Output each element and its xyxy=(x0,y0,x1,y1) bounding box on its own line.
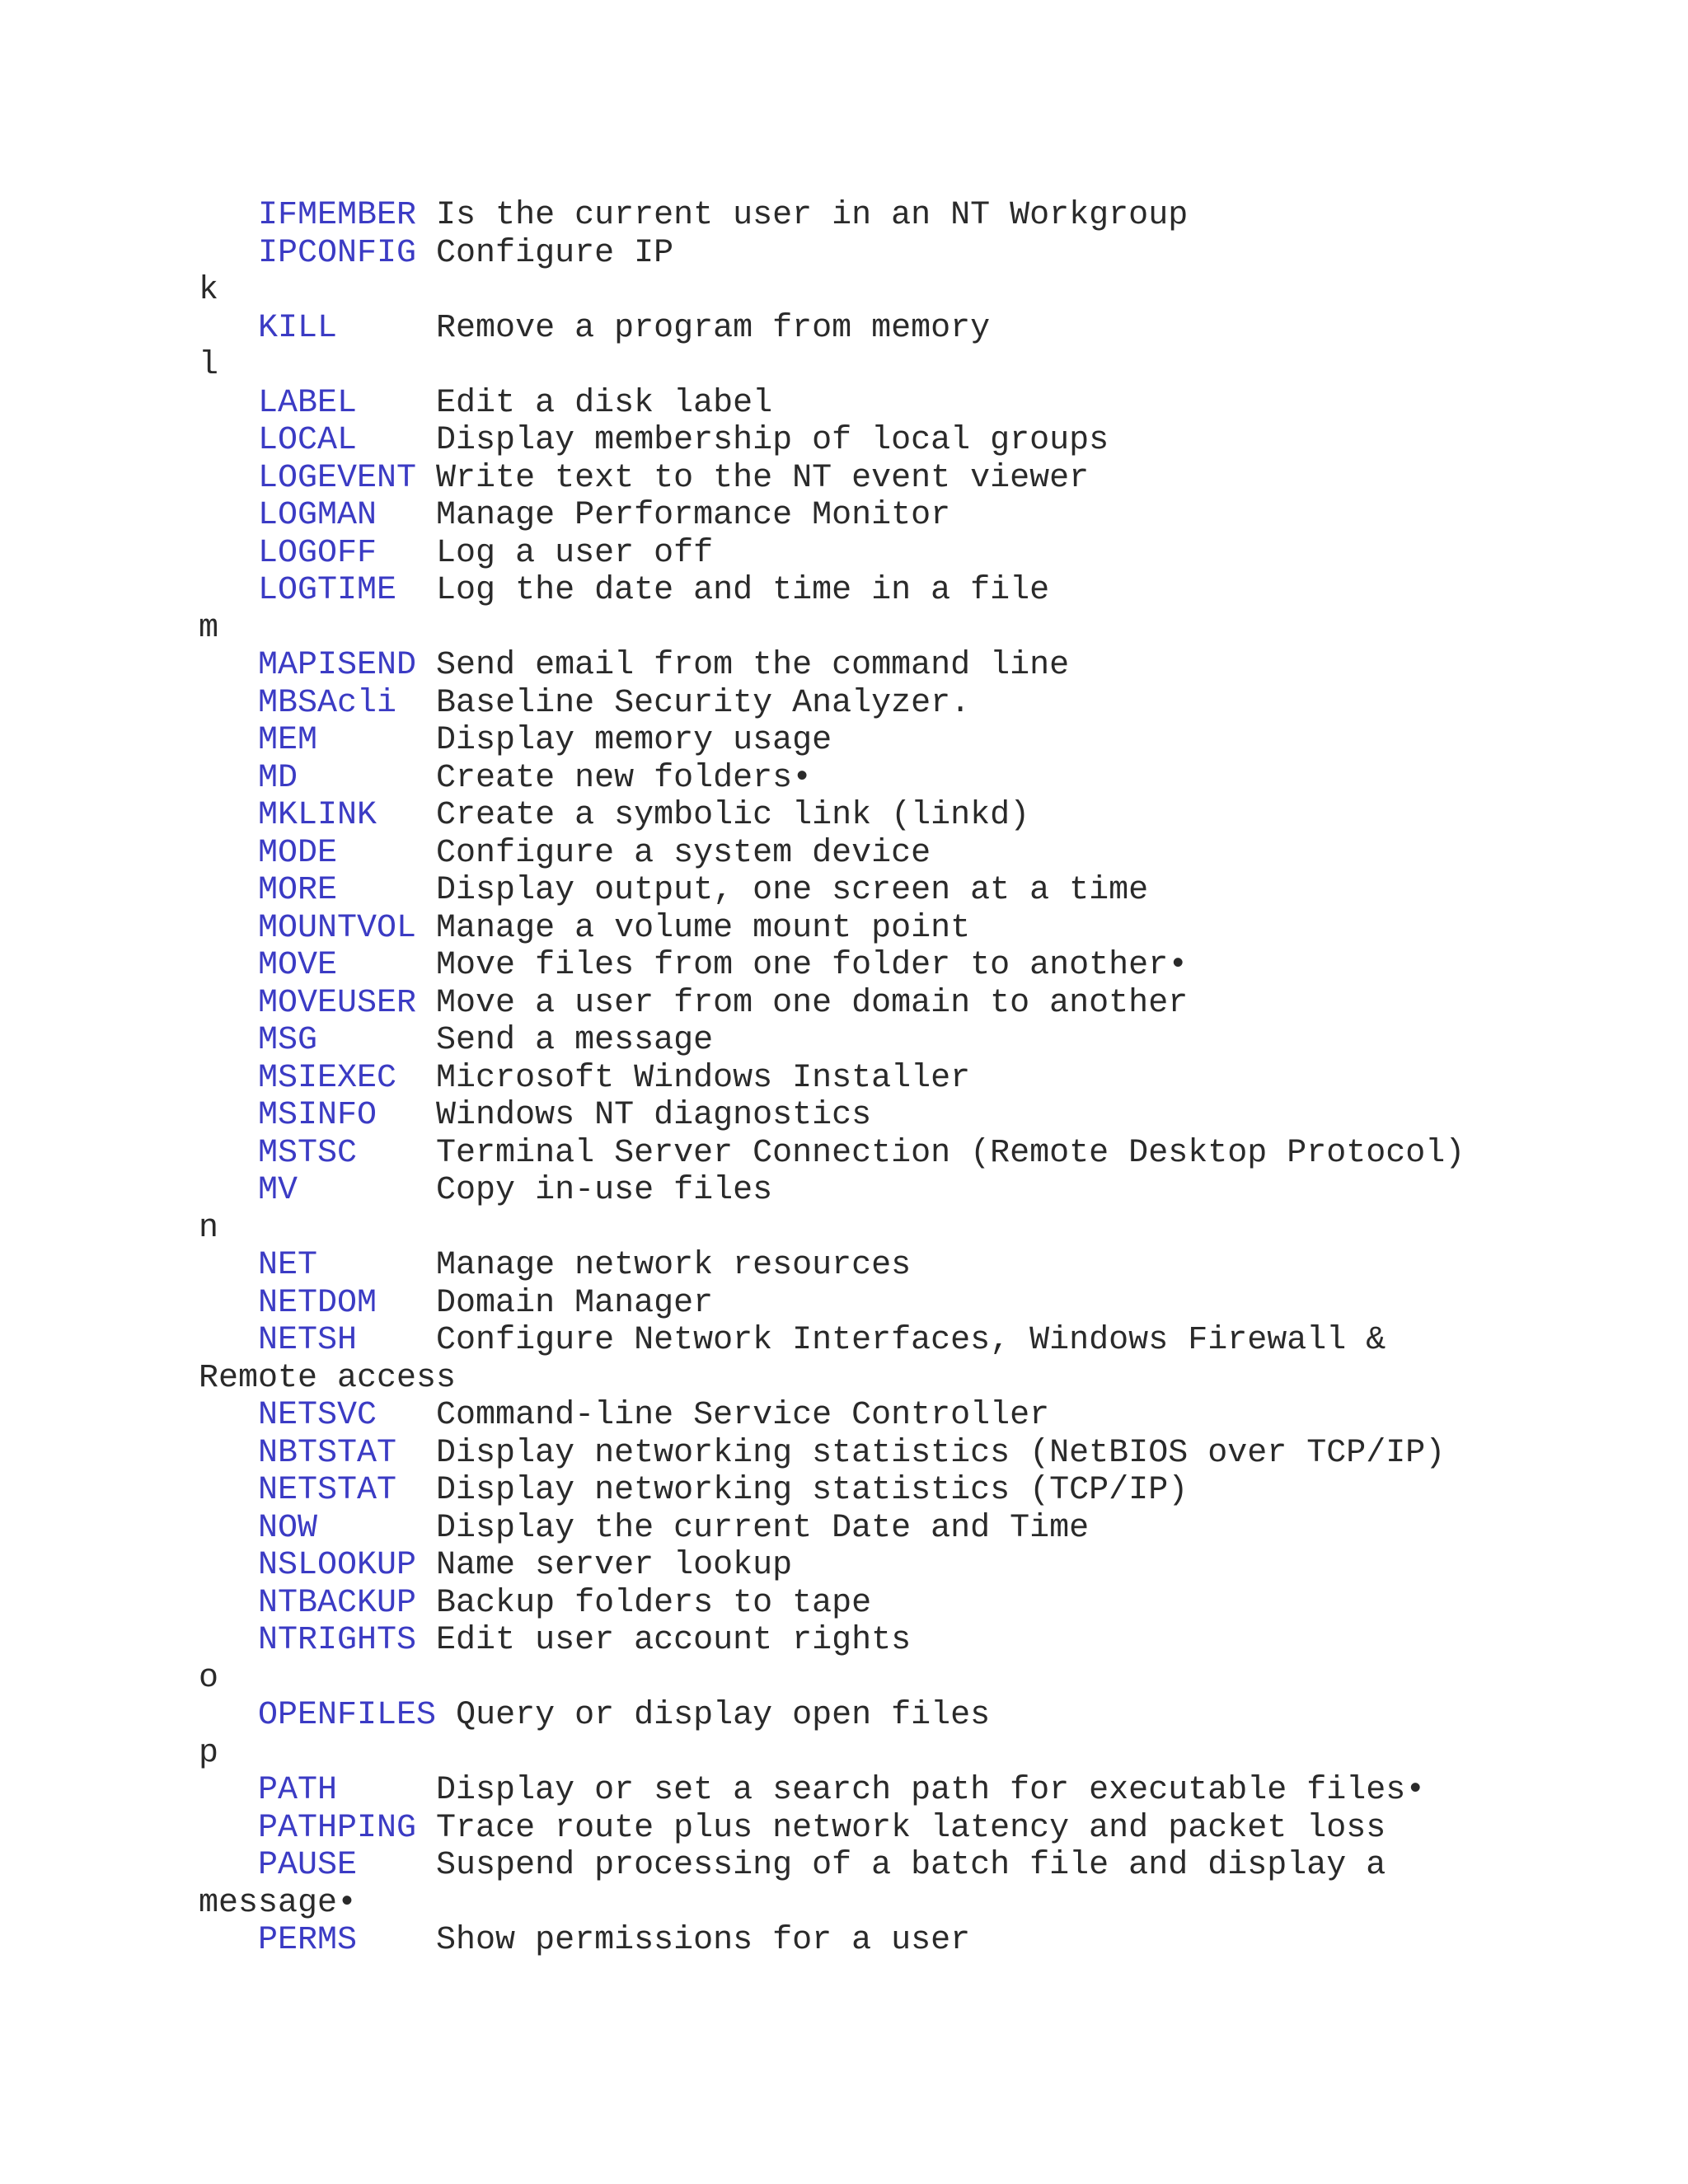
description-continuation: Remote access xyxy=(199,1359,457,1397)
command-entry xyxy=(199,460,1649,498)
command-name[interactable]: MBSAcli xyxy=(258,684,397,722)
command-name[interactable]: PERMS xyxy=(258,1922,358,1959)
command-name[interactable]: MSINFO xyxy=(258,1097,377,1134)
command-name[interactable]: NBTSTAT xyxy=(258,1434,397,1472)
column-spacer xyxy=(357,385,436,422)
command-entry xyxy=(199,1510,1649,1548)
command-description: Configure IP xyxy=(436,234,674,272)
column-spacer xyxy=(357,1322,436,1359)
command-description: Display membership of local groups xyxy=(436,422,1109,459)
column-spacer xyxy=(377,1097,436,1134)
command-entry xyxy=(199,1810,1649,1848)
column-spacer xyxy=(317,1247,436,1284)
command-entry xyxy=(199,385,1649,423)
command-name[interactable]: LABEL xyxy=(258,384,358,422)
command-description: Domain Manager xyxy=(436,1284,714,1322)
column-spacer xyxy=(337,310,436,347)
column-spacer xyxy=(396,572,436,609)
command-name[interactable]: MD xyxy=(258,759,298,797)
command-name[interactable]: MSIEXEC xyxy=(258,1059,397,1097)
command-description: Manage network resources xyxy=(436,1247,912,1284)
command-entry xyxy=(199,760,1649,798)
command-description: Create new folders• xyxy=(436,759,813,797)
column-spacer xyxy=(416,910,436,947)
command-description: Backup folders to tape xyxy=(436,1584,872,1622)
command-description: Query or display open files xyxy=(456,1697,991,1734)
command-name[interactable]: IFMEMBER xyxy=(258,197,417,234)
command-name[interactable]: PAUSE xyxy=(258,1847,358,1884)
column-spacer xyxy=(377,797,436,834)
command-description: Move files from one folder to another• xyxy=(436,947,1189,984)
command-entry xyxy=(199,1247,1649,1285)
column-spacer xyxy=(317,722,436,759)
section-letter: k xyxy=(199,272,219,309)
command-entry xyxy=(199,722,1649,760)
command-entry xyxy=(199,1097,1649,1135)
command-entry xyxy=(199,1772,1649,1810)
column-spacer xyxy=(317,1022,436,1059)
command-entry xyxy=(199,1547,1649,1585)
command-description: Edit user account rights xyxy=(436,1622,912,1659)
command-description: Name server lookup xyxy=(436,1547,793,1584)
command-name[interactable]: LOCAL xyxy=(258,422,358,459)
column-spacer xyxy=(416,1810,436,1847)
command-name[interactable]: NETDOM xyxy=(258,1284,377,1322)
section-letter: n xyxy=(199,1209,219,1247)
column-spacer xyxy=(298,1172,436,1209)
command-entry xyxy=(199,1322,1649,1360)
column-spacer xyxy=(357,1922,436,1959)
column-spacer xyxy=(416,985,436,1022)
column-spacer xyxy=(396,1472,436,1509)
command-description: Display the current Date and Time xyxy=(436,1509,1090,1547)
column-spacer xyxy=(357,422,436,459)
command-entry xyxy=(199,647,1649,685)
column-spacer xyxy=(396,1060,436,1097)
column-spacer xyxy=(337,1772,436,1809)
command-name[interactable]: NETSH xyxy=(258,1322,358,1359)
command-description: Display memory usage xyxy=(436,722,832,759)
command-name[interactable]: OPENFILES xyxy=(258,1697,437,1734)
command-name[interactable]: PATHPING xyxy=(258,1809,417,1847)
command-description: Display networking statistics (TCP/IP) xyxy=(436,1472,1189,1509)
command-description: Display networking statistics (NetBIOS over TCP/IP) xyxy=(436,1434,1446,1472)
command-entry xyxy=(199,985,1649,1023)
command-entry xyxy=(199,1397,1649,1435)
command-name[interactable]: NOW xyxy=(258,1509,318,1547)
column-spacer xyxy=(377,1285,436,1322)
command-name[interactable]: NET xyxy=(258,1247,318,1284)
column-spacer xyxy=(416,460,436,497)
command-description: Show permissions for a user xyxy=(436,1922,971,1959)
command-entry xyxy=(199,947,1649,985)
command-entry xyxy=(199,1435,1649,1473)
command-description: Manage Performance Monitor xyxy=(436,497,951,534)
command-name[interactable]: MKLINK xyxy=(258,797,377,834)
command-name[interactable]: MSG xyxy=(258,1022,318,1059)
column-spacer xyxy=(396,1435,436,1472)
command-entry xyxy=(199,1585,1649,1623)
command-name[interactable]: MEM xyxy=(258,722,318,759)
column-spacer xyxy=(377,497,436,534)
column-spacer xyxy=(337,872,436,909)
command-entry xyxy=(199,1922,1649,1960)
column-spacer xyxy=(337,835,436,872)
command-entry xyxy=(199,235,1649,273)
command-description: Suspend processing of a batch file and display a xyxy=(436,1847,1386,1884)
column-spacer xyxy=(357,1135,436,1172)
section-letter: p xyxy=(199,1734,219,1772)
command-name[interactable]: MOVE xyxy=(258,947,338,984)
command-name[interactable]: MORE xyxy=(258,872,338,909)
command-description: Copy in-use files xyxy=(436,1172,773,1209)
command-name[interactable]: MV xyxy=(258,1172,298,1209)
command-entry xyxy=(199,1847,1649,1885)
command-description: Move a user from one domain to another xyxy=(436,984,1189,1022)
column-spacer xyxy=(436,1697,456,1734)
command-entry xyxy=(199,797,1649,835)
command-entry xyxy=(199,422,1649,460)
column-spacer xyxy=(298,760,436,797)
column-spacer xyxy=(416,1585,436,1622)
command-name[interactable]: LOGMAN xyxy=(258,497,377,534)
column-spacer xyxy=(317,1510,436,1547)
command-name[interactable]: NETSTAT xyxy=(258,1472,397,1509)
command-reference-list xyxy=(199,197,1649,1960)
column-spacer xyxy=(337,947,436,984)
command-description: Display output, one screen at a time xyxy=(436,872,1149,909)
command-entry xyxy=(199,1022,1649,1060)
command-name[interactable]: MSTSC xyxy=(258,1134,358,1172)
command-name[interactable]: LOGEVENT xyxy=(258,459,417,497)
command-name[interactable]: PATH xyxy=(258,1772,338,1809)
command-entry xyxy=(199,310,1649,348)
command-description: Display or set a search path for executable files• xyxy=(436,1772,1426,1809)
command-description: Edit a disk label xyxy=(436,384,773,422)
command-entry xyxy=(199,1060,1649,1098)
command-description: Write text to the NT event viewer xyxy=(436,459,1090,497)
command-description: Manage a volume mount point xyxy=(436,909,971,947)
command-description: Send a message xyxy=(436,1022,714,1059)
command-entry xyxy=(199,1135,1649,1173)
command-description: Windows NT diagnostics xyxy=(436,1097,872,1134)
command-description: Baseline Security Analyzer. xyxy=(436,684,971,722)
column-spacer xyxy=(416,197,436,234)
command-entry xyxy=(199,497,1649,535)
command-name[interactable]: NETSVC xyxy=(258,1397,377,1434)
column-spacer xyxy=(377,535,436,572)
column-spacer xyxy=(416,647,436,684)
command-description: Send email from the command line xyxy=(436,647,1070,684)
command-name[interactable]: NSLOOKUP xyxy=(258,1547,417,1584)
command-entry xyxy=(199,1172,1649,1210)
command-name[interactable]: MOUNTVOL xyxy=(258,909,417,947)
column-spacer xyxy=(357,1847,436,1884)
column-spacer xyxy=(377,1397,436,1434)
command-entry xyxy=(199,197,1649,235)
command-name[interactable]: MODE xyxy=(258,834,338,872)
command-name[interactable]: IPCONFIG xyxy=(258,234,417,272)
command-description: Microsoft Windows Installer xyxy=(436,1059,971,1097)
command-description: Trace route plus network latency and packet loss xyxy=(436,1809,1386,1847)
section-letter: m xyxy=(199,609,219,647)
command-name[interactable]: MOVEUSER xyxy=(258,984,417,1022)
command-description: Log the date and time in a file xyxy=(436,572,1050,609)
command-description: Remove a program from memory xyxy=(436,309,991,347)
section-letter: l xyxy=(199,347,219,384)
column-spacer xyxy=(396,685,436,722)
command-description: Create a symbolic link (linkd) xyxy=(436,797,1030,834)
command-name[interactable]: KILL xyxy=(258,309,338,347)
command-entry xyxy=(199,685,1649,723)
command-name[interactable]: LOGOFF xyxy=(258,534,377,572)
command-entry xyxy=(199,535,1649,573)
command-description: Log a user off xyxy=(436,534,714,572)
command-description: Configure Network Interfaces, Windows Firewall & xyxy=(436,1322,1386,1359)
description-continuation: message• xyxy=(199,1884,358,1922)
column-spacer xyxy=(416,1622,436,1659)
column-spacer xyxy=(416,235,436,272)
command-entry xyxy=(199,835,1649,873)
column-spacer xyxy=(416,1547,436,1584)
command-name[interactable]: MAPISEND xyxy=(258,647,417,684)
command-entry xyxy=(199,1285,1649,1323)
command-entry xyxy=(199,1472,1649,1510)
command-description: Command-line Service Controller xyxy=(436,1397,1050,1434)
command-name[interactable]: NTBACKUP xyxy=(258,1584,417,1622)
command-entry xyxy=(199,1622,1649,1660)
command-description: Configure a system device xyxy=(436,834,931,872)
command-entry xyxy=(199,872,1649,910)
command-description: Terminal Server Connection (Remote Desktop Protocol) xyxy=(436,1134,1465,1172)
command-name[interactable]: LOGTIME xyxy=(258,572,397,609)
command-entry xyxy=(199,1697,1649,1735)
section-letter: o xyxy=(199,1659,219,1697)
command-entry xyxy=(199,572,1649,610)
command-name[interactable]: NTRIGHTS xyxy=(258,1622,417,1659)
command-entry xyxy=(199,910,1649,948)
command-description: Is the current user in an NT Workgroup xyxy=(436,197,1189,234)
